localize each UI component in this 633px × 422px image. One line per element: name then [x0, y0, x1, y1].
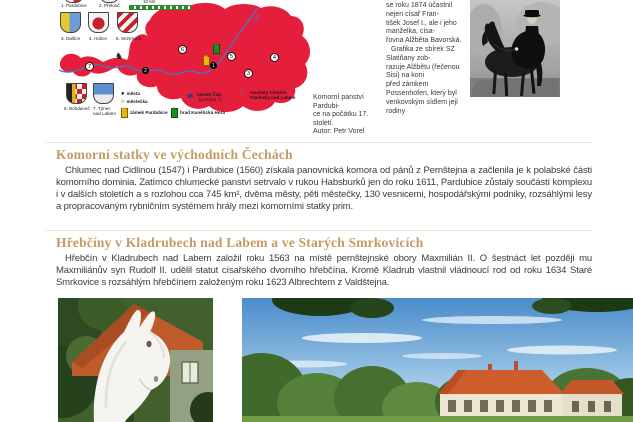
horse-icon: ♞	[115, 52, 124, 62]
stud-farm-label-1: císařský hřebčín	[250, 90, 287, 95]
pardubice-estate-map	[55, 0, 313, 122]
legend-pardubice-castle: zámek Pardubice	[130, 110, 168, 115]
map-marker-town: 2	[142, 67, 149, 74]
cap-manor-label-2: (položka 7)	[199, 97, 222, 102]
coat-label: 1. Pardubice	[61, 3, 87, 8]
coat-sezemice	[117, 12, 138, 33]
coat-dasice	[60, 12, 81, 33]
coat-label: 5. Sezemice	[116, 36, 142, 41]
map-marker-town: 7	[85, 62, 94, 71]
legend-pardubice-castle-icon	[121, 108, 128, 118]
coat-label: 2. Přelouč	[99, 3, 120, 8]
section-divider	[46, 142, 591, 143]
stud-farm-horse-icon: ♘	[239, 89, 248, 99]
coat-bohdanec	[66, 83, 87, 104]
cap-manor-label-1: zámek Čáp	[197, 92, 222, 97]
scale-label: 10 km	[143, 0, 156, 4]
kunetic-castle-icon	[213, 44, 220, 54]
section-heading-2: Hřebčíny v Kladrubech nad Labem a ve Starých Smrkovicích	[56, 235, 424, 250]
river-label: Labe	[251, 12, 261, 25]
scale-bar	[129, 5, 191, 10]
cap-manor-icon: ◆	[184, 90, 196, 101]
coat-label: 4. Holice	[89, 36, 107, 41]
section-body-1: Chlumec nad Cidlinou (1547) i Pardubice (1560) získala panovnická komora od pánů z Pernštejna a začlenila je k polabské části komorního dominia. Zatímco chlumecké panství setrvalo v rukou Habsburků jen do roku 1611, Pardubice zůstaly součástí komplexu i v dalších stoletích a s rozlohou cca 745 km², dvěma městy, pěti městečky, 130 vesnicemi, hospodářskými podniky, rozsáhlými lesy a propracovaným rybničním systémem hrály mezi komorními statky prim.	[56, 165, 592, 213]
section-divider	[46, 230, 591, 231]
sisi-side-note: se roku 1874 účastnil nejen císař Fran- tišek Josef I., ale i jeho manželka, císa- řovna Alžběta Bavorská. Grafika ze sbírek SZ Slatiňany zob- razuje Alžbětu (řečenou Sisi) na koni před zámkem Possenhofen, který byl venkovským sídlem její rodiny	[386, 2, 462, 115]
map-marker-town: 3	[244, 69, 253, 78]
legend-small-towns: ○ městečka	[121, 99, 148, 105]
map-marker-town: 6	[178, 45, 187, 54]
coat-holice	[88, 12, 109, 33]
stud-farm-label-2: Kladruby nad Labem	[250, 95, 296, 100]
coat-tynec	[93, 83, 114, 104]
map-caption: Komorní panství Pardubi- ce na počátku 17. století. Autor: Petr Vorel	[313, 94, 369, 136]
kladruby-chateau-photo	[242, 298, 633, 422]
white-horse-photo	[58, 298, 213, 422]
coat-label: 6. Bohdaneč	[64, 106, 90, 111]
map-marker-town: 1	[210, 62, 217, 69]
section-heading-1: Komorní statky ve východních Čechách	[56, 147, 293, 162]
small-town-dot-icon: ○	[121, 99, 125, 105]
coat-label: 3. Dašice	[61, 36, 81, 41]
map-marker-town: 5	[227, 52, 236, 61]
coat-label: 7. Týnec nad Labem	[93, 106, 116, 117]
town-dot-icon: ●	[121, 91, 125, 97]
legend-towns: ● města	[121, 91, 140, 97]
sisi-horseback-graphic	[470, 0, 560, 97]
section-body-2: Hřebčín v Kladrubech nad Labem založil roku 1563 na místě pernštejnské obory Maxmilián II. O šestnáct let později mu Maxmiliánův syn Rudolf II. udělil statut císařského dvorního hřebčína. Kromě Kladrub vlastnil vládnoucí rod od roku 1634 Staré Smrkovice s rozsáhlým hřebčínem založeným roku 1623 Albrechtem z Valdštejna.	[56, 253, 592, 289]
pardubice-castle-icon	[203, 56, 210, 66]
map-marker-town: 4	[270, 53, 279, 62]
legend-kunetic-castle: hrad Kunětická Hora	[180, 110, 225, 115]
legend-kunetic-castle-icon	[171, 108, 178, 118]
